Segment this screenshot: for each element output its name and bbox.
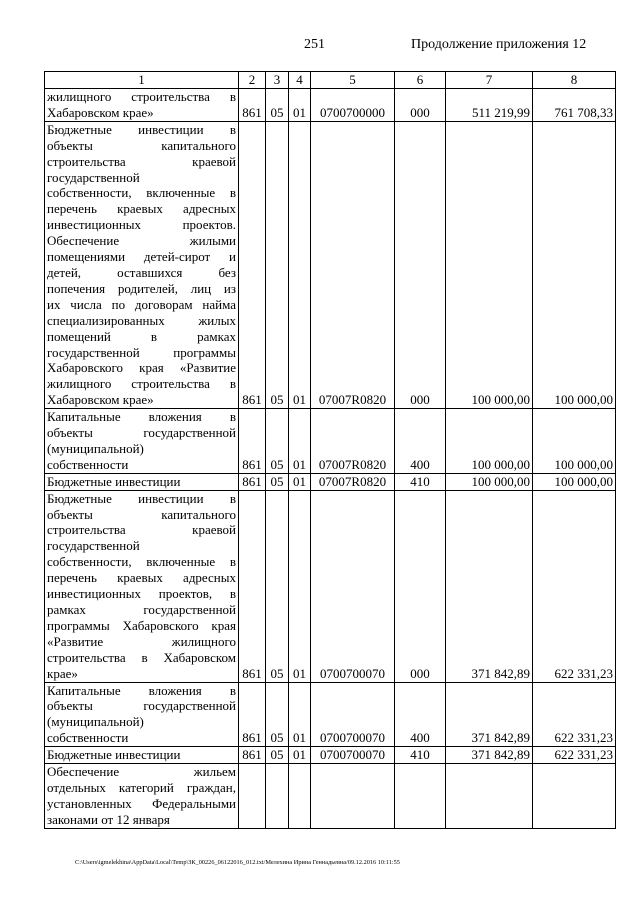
description-line: Бюджетные инвестиции [47,473,181,489]
expense-type-cell: 400 [395,409,446,474]
description-cell [45,682,239,747]
code-cell: 861 [239,121,266,408]
description-line: строительства краевой [47,522,236,538]
amount-2017-cell: 100 000,00 [446,473,533,490]
description-line: Капитальные вложения в [47,409,236,425]
table-row [45,121,616,408]
column-header: 5 [311,72,395,89]
expense-type-cell: 410 [395,747,446,764]
page-number: 251 [304,37,325,52]
description-cell [45,121,239,408]
target-article-cell: 07007R0820 [311,409,395,474]
amount-2018-cell: 100 000,00 [533,409,616,474]
expense-type-cell: 400 [395,682,446,747]
code-cell: 861 [239,473,266,490]
description-line: собственности [47,730,129,746]
description-line: объекты государственной [47,698,236,714]
description-line: Хабаровского края «Развитие [47,360,236,376]
amount-2018-cell: 100 000,00 [533,473,616,490]
description-line: Бюджетные инвестиции в [47,121,236,137]
section-cell: 05 [266,490,289,682]
expense-type-cell: 000 [395,89,446,122]
description-line: собственности [47,456,129,472]
description-line: «Развитие жилищного [47,633,236,649]
description-line: собственности, включенные в [47,554,236,570]
description-line: крае» [47,665,78,681]
table-header-row [45,72,616,89]
amount-2018-cell: 622 331,23 [533,747,616,764]
subsection-cell [289,764,311,829]
description-line: Обеспечение жилыми [47,233,236,249]
description-line: инвестиционных проектов. [47,217,236,233]
expense-type-cell: 000 [395,490,446,682]
table-row [45,409,616,474]
description-line: Хабаровском крае» [47,392,154,408]
section-cell: 05 [266,747,289,764]
code-cell: 861 [239,490,266,682]
description-line: жилищного строительства в [47,89,236,104]
description-line: попечения родителей, лиц из [47,280,236,296]
description-cell [45,764,239,829]
table-row [45,490,616,682]
table-row [45,89,616,122]
amount-2017-cell: 100 000,00 [446,409,533,474]
table-row [45,473,616,490]
description-line: законами от 12 января [47,811,170,827]
amount-2017-cell: 100 000,00 [446,121,533,408]
description-line: собственности, включенные в [47,185,236,201]
amount-2018-cell: 761 708,33 [533,89,616,122]
amount-2017-cell [446,764,533,829]
description-line: перечень краевых адресных [47,570,236,586]
subsection-cell: 01 [289,682,311,747]
amount-2017-cell: 371 842,89 [446,490,533,682]
target-article-cell: 0700700070 [311,490,395,682]
description-line: Бюджетные инвестиции [47,747,181,763]
description-line: объекты капитального [47,137,236,153]
footer-file-path: C:\Users\igmelekhina\AppData\Local\Temp\ЗК_00226_06122016_012.txt/Мелехина Ирина Геннадьевна/09.12.2016 10:11:55 [75,859,400,866]
column-header: 1 [45,72,239,89]
section-cell: 05 [266,682,289,747]
description-line: программы Хабаровского края [47,617,236,633]
description-cell [45,747,239,764]
description-line: перечень краевых адресных [47,201,236,217]
target-article-cell: 0700700070 [311,682,395,747]
description-line: Бюджетные инвестиции в [47,490,236,506]
table-row [45,682,616,747]
description-line: отдельных категорий граждан, [47,779,236,795]
description-line: детей, оставшихся без [47,264,236,280]
description-line: Капитальные вложения в [47,682,236,698]
amount-2017-cell: 511 219,99 [446,89,533,122]
amount-2017-cell: 371 842,89 [446,747,533,764]
code-cell: 861 [239,89,266,122]
subsection-cell: 01 [289,473,311,490]
description-line: Хабаровском крае» [47,104,154,120]
code-cell [239,764,266,829]
description-line: их числа по договорам найма [47,296,236,312]
code-cell: 861 [239,682,266,747]
continuation-label: Продолжение приложения 12 [411,37,587,52]
expense-type-cell: 410 [395,473,446,490]
code-cell: 861 [239,747,266,764]
code-cell: 861 [239,409,266,474]
description-line: Обеспечение жильем [47,764,236,780]
amount-2017-cell: 371 842,89 [446,682,533,747]
amount-2018-cell: 622 331,23 [533,682,616,747]
description-line: жилищного строительства в [47,376,236,392]
description-cell [45,409,239,474]
description-line: государственной [47,169,140,185]
description-cell [45,89,239,122]
section-cell: 05 [266,121,289,408]
amount-2018-cell [533,764,616,829]
description-line: установленных Федеральными [47,795,236,811]
description-line: специализированных жилых [47,312,236,328]
description-line: (муниципальной) [47,714,144,730]
description-cell [45,490,239,682]
column-header: 6 [395,72,446,89]
description-line: объекты капитального [47,506,236,522]
target-article-cell: 0700700000 [311,89,395,122]
section-cell [266,764,289,829]
description-line: государственной программы [47,344,236,360]
description-line: рамках государственной [47,602,236,617]
section-cell: 05 [266,473,289,490]
description-line: помещений в рамках [47,328,236,344]
target-article-cell: 07007R0820 [311,121,395,408]
description-line: помещениями детей-сирот и [47,249,236,265]
table-row [45,747,616,764]
description-cell [45,473,239,490]
subsection-cell: 01 [289,89,311,122]
target-article-cell [311,764,395,829]
description-line: (муниципальной) [47,440,144,456]
subsection-cell: 01 [289,409,311,474]
budget-table [44,71,616,829]
subsection-cell: 01 [289,747,311,764]
subsection-cell: 01 [289,490,311,682]
column-header: 2 [239,72,266,89]
description-line: инвестиционных проектов, в [47,586,236,602]
target-article-cell: 07007R0820 [311,473,395,490]
target-article-cell: 0700700070 [311,747,395,764]
section-cell: 05 [266,89,289,122]
column-header: 3 [266,72,289,89]
description-line: объекты государственной [47,425,236,441]
expense-type-cell [395,764,446,829]
section-cell: 05 [266,409,289,474]
subsection-cell: 01 [289,121,311,408]
description-line: строительства краевой [47,153,236,169]
table-row [45,764,616,829]
expense-type-cell: 000 [395,121,446,408]
description-line: государственной [47,538,140,554]
column-header: 8 [533,72,616,89]
amount-2018-cell: 100 000,00 [533,121,616,408]
column-header: 4 [289,72,311,89]
column-header: 7 [446,72,533,89]
amount-2018-cell: 622 331,23 [533,490,616,682]
description-line: строительства в Хабаровском [47,649,236,665]
